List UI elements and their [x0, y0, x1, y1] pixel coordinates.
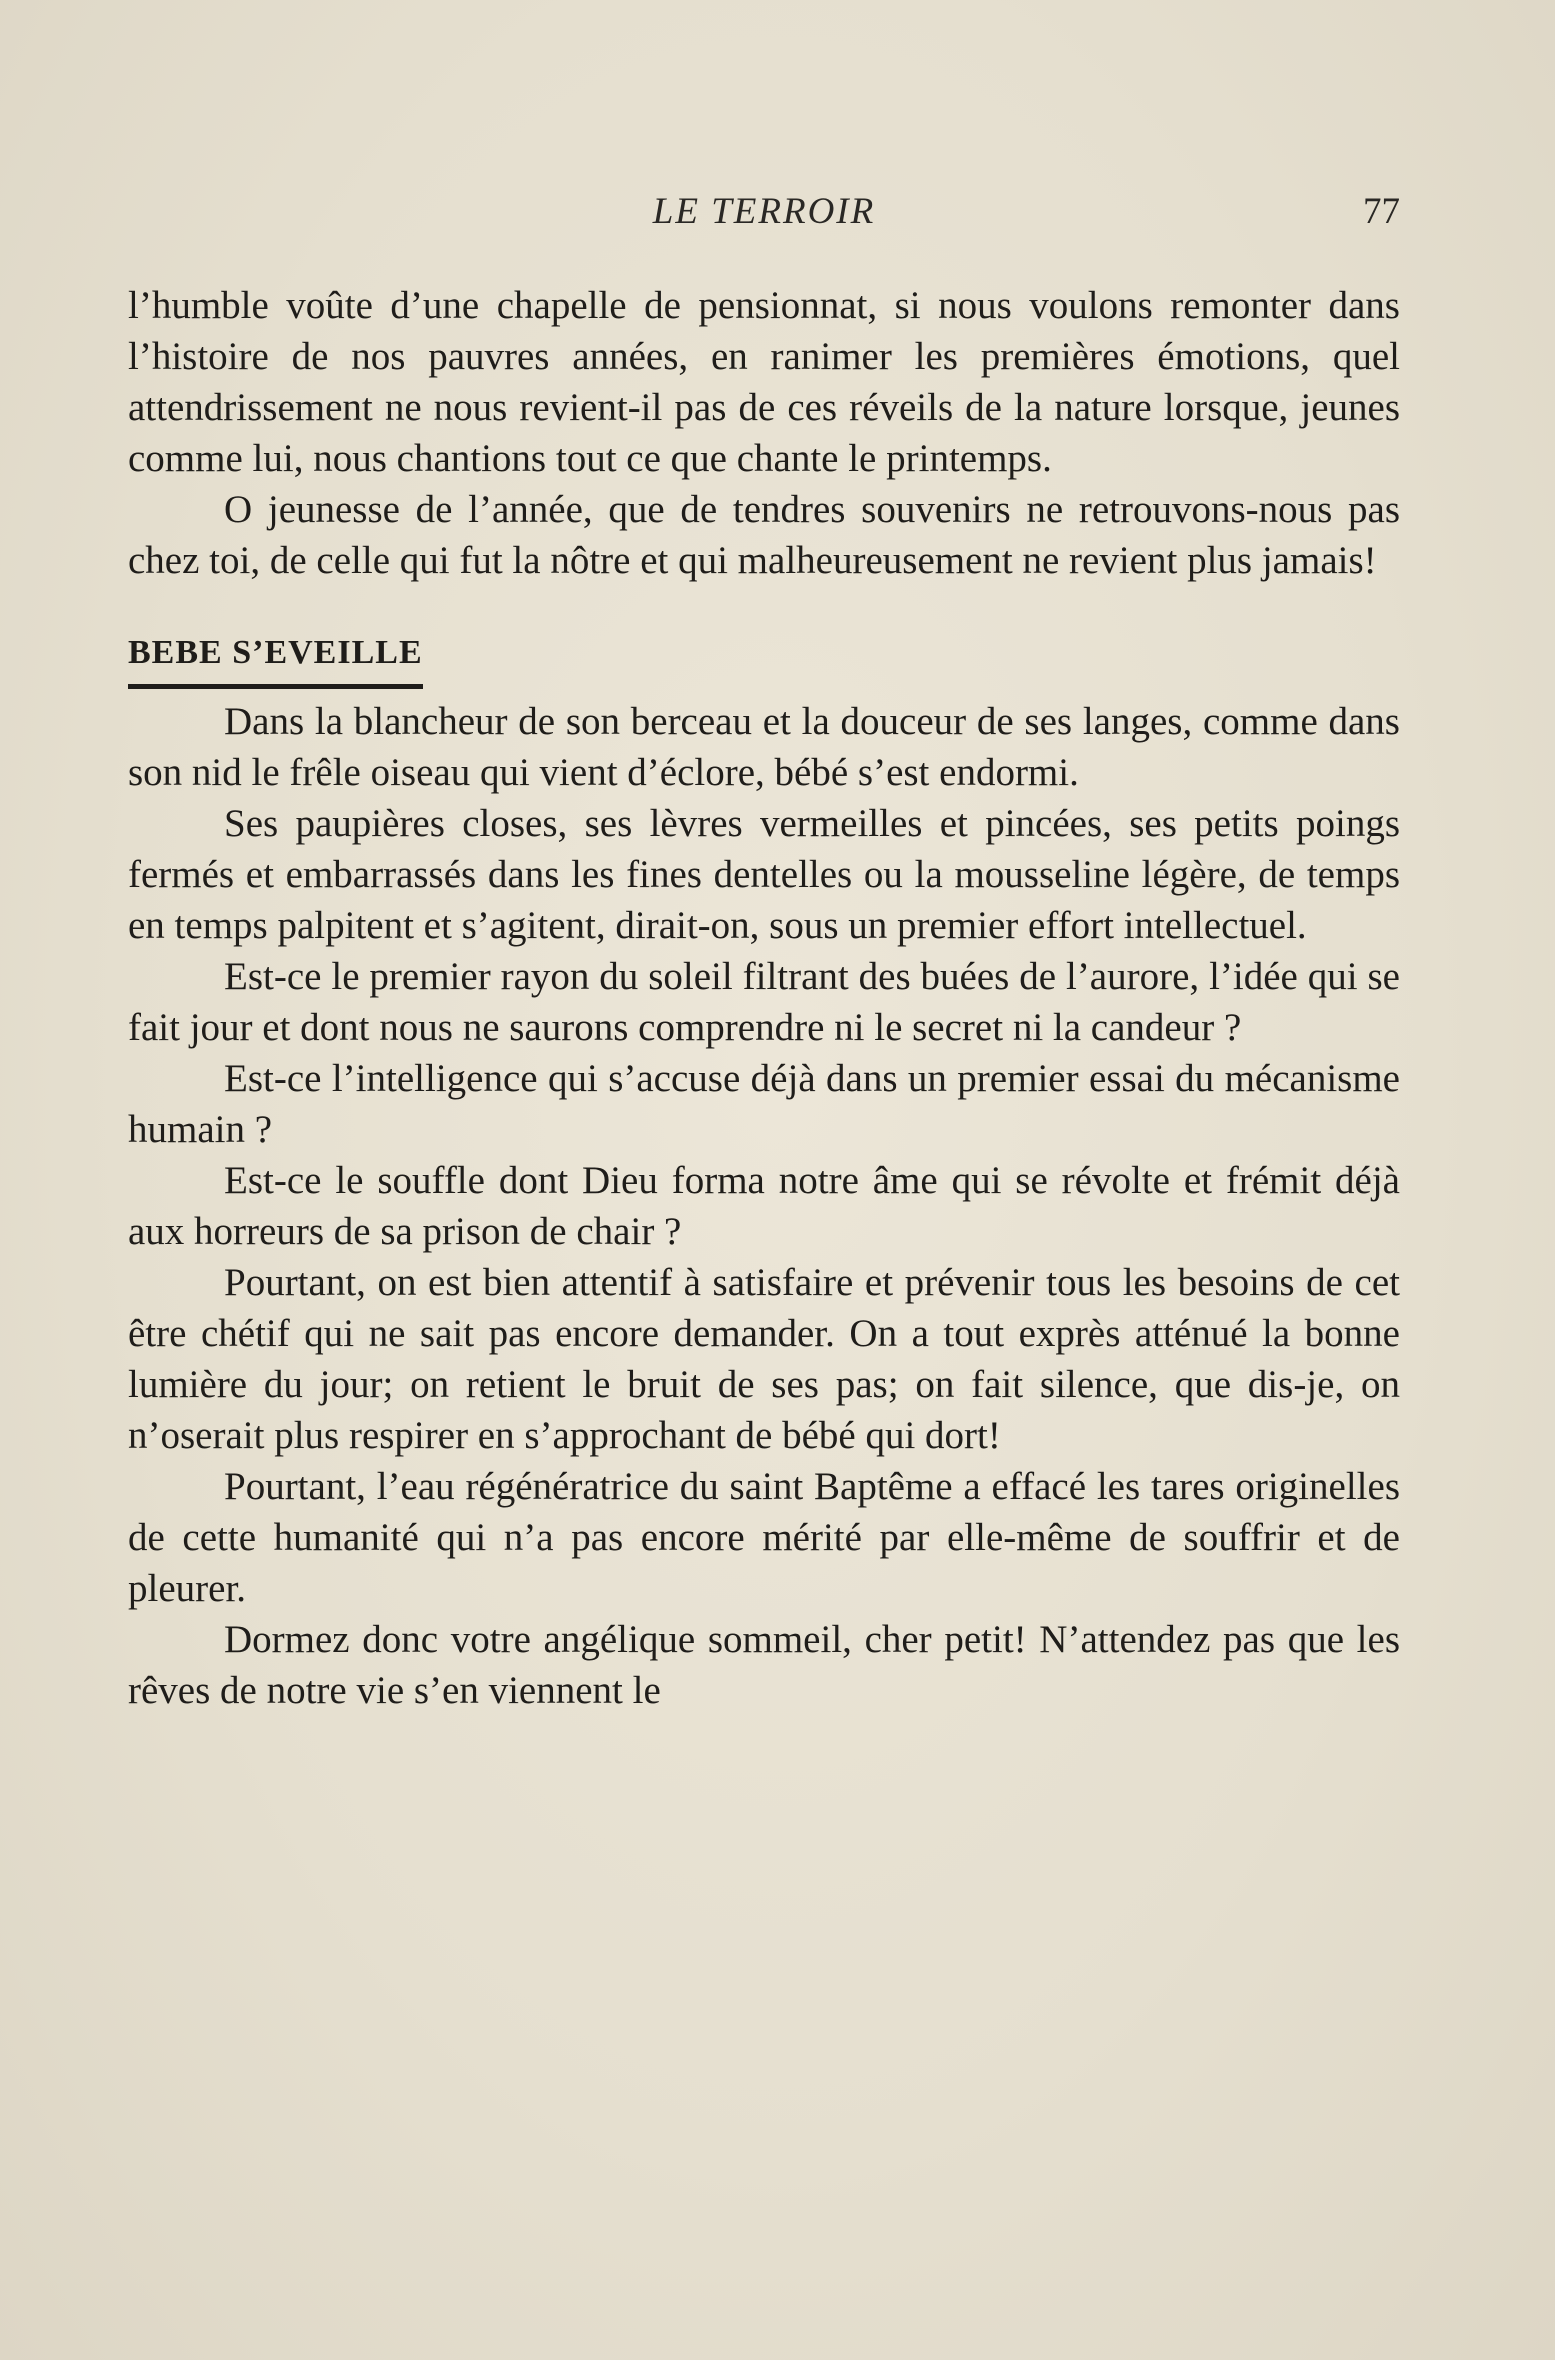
- paragraph: Est-ce le premier rayon du soleil filtrant des buées de l’aurore, l’idée qui se fait jour et dont nous ne saurons comprendre ni le secret ni la candeur ?: [128, 955, 1400, 1049]
- paragraph: Dans la blancheur de son berceau et la douceur de ses langes, comme dans son nid le frêle oiseau qui vient d’éclore, bébé s’est endormi.: [128, 700, 1400, 794]
- page-header: [128, 190, 1400, 240]
- running-title: LE TERROIR: [652, 191, 876, 232]
- paragraph: Dormez donc votre angélique sommeil, cher petit! N’attendez pas que les rêves de notre vie s’en viennent le: [128, 1618, 1400, 1712]
- paragraph: Est-ce l’intelligence qui s’accuse déjà dans un premier essai du mécanisme humain ?: [128, 1057, 1400, 1151]
- paragraph: Pourtant, l’eau régénératrice du saint Baptême a effacé les tares originelles de cette humanité qui n’a pas encore mérité par elle-même de souffrir et de pleurer.: [128, 1465, 1400, 1610]
- section-heading: BEBE S’EVEILLE: [128, 628, 423, 689]
- paragraph-continued: l’humble voûte d’une chapelle de pensionnat, si nous voulons remonter dans l’histoire de nos pauvres années, en ranimer les premières émotions, quel attendrissement ne nous revient-il pas de ces réveils de la nature lorsque, jeunes comme lui, nous chantions tout ce que chante le printemps.: [128, 284, 1400, 480]
- paragraph: Pourtant, on est bien attentif à satisfaire et prévenir tous les besoins de cet être chétif qui ne sait pas encore demander. On a tout exprès atténué la bonne lumière du jour; on retient le bruit de ses pas; on fait silence, que dis-je, on n’oserait plus respirer en s’approchant de bébé qui dort!: [128, 1261, 1400, 1457]
- page-number: 77: [1363, 191, 1400, 232]
- paragraph: O jeunesse de l’année, que de tendres souvenirs ne retrouvons-nous pas chez toi, de celle qui fut la nôtre et qui malheureusement ne revient plus jamais!: [128, 488, 1400, 582]
- body-text: [128, 280, 1400, 1716]
- section-heading-wrap: [128, 586, 1400, 696]
- paragraph: Ses paupières closes, ses lèvres vermeilles et pincées, ses petits poings fermés et embarrassés dans les fines dentelles ou la mousseline légère, de temps en temps palpitent et s’agitent, dirait-on, sous un premier effort intellectuel.: [128, 802, 1400, 947]
- paragraph: Est-ce le souffle dont Dieu forma notre âme qui se révolte et frémit déjà aux horreurs de sa prison de chair ?: [128, 1159, 1400, 1253]
